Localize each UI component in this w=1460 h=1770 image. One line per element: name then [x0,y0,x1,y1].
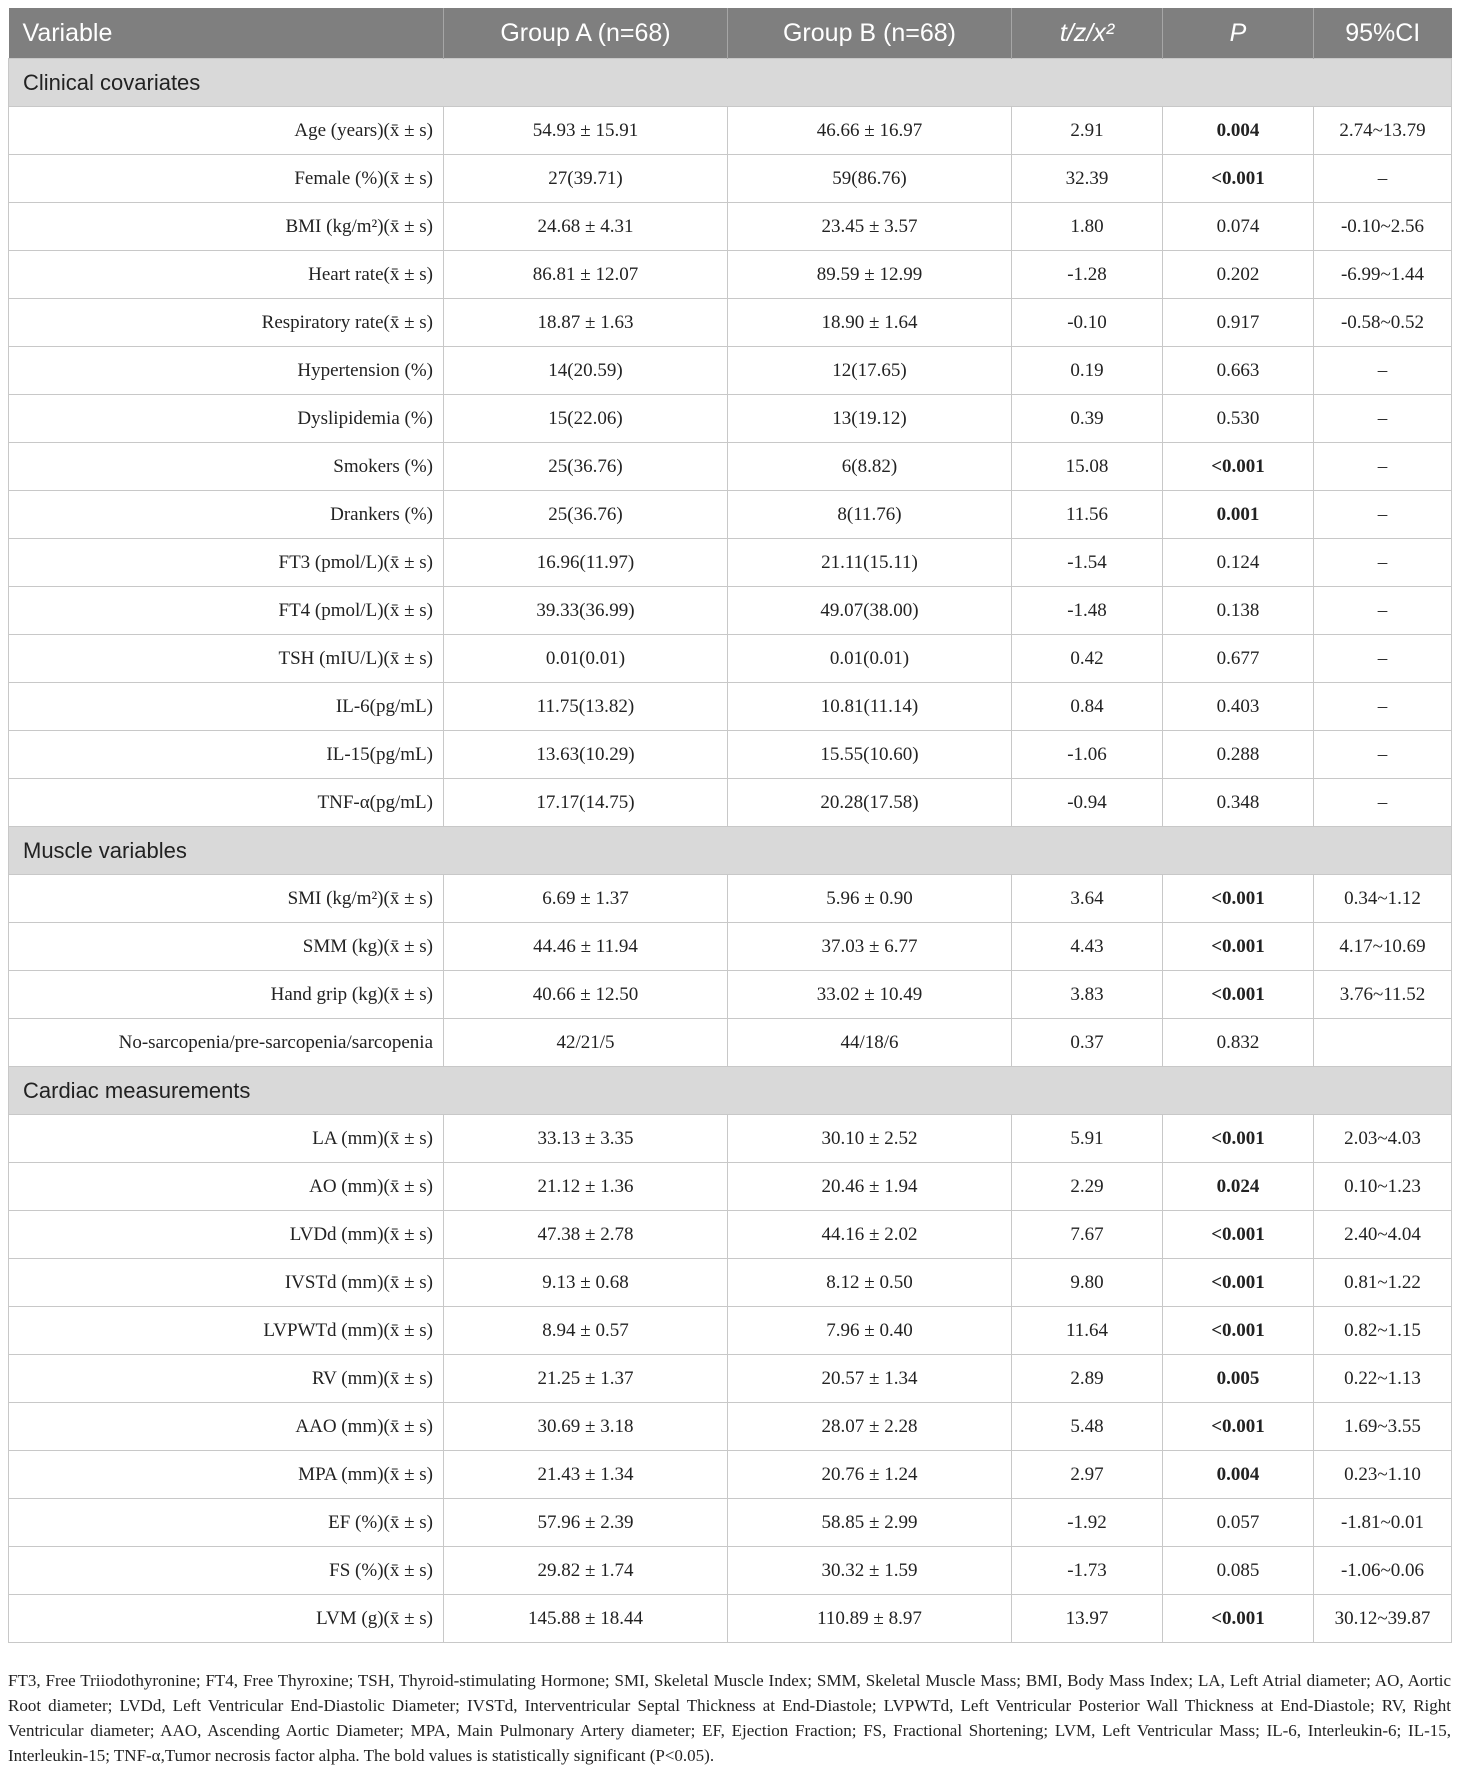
header-variable: Variable [9,8,444,59]
cell-ci: – [1314,443,1452,491]
cell-p-value: <0.001 [1163,443,1314,491]
cell-group-b: 23.45 ± 3.57 [728,203,1012,251]
cell-ci: -0.58~0.52 [1314,299,1452,347]
table-row [9,1259,1452,1307]
table-row [9,683,1452,731]
cell-group-a: 86.81 ± 12.07 [444,251,728,299]
cell-stat: 13.97 [1012,1595,1163,1643]
cell-group-a: 25(36.76) [444,491,728,539]
cell-ci: – [1314,731,1452,779]
cell-variable: MPA (mm)(x̄ ± s) [9,1451,444,1499]
cell-stat: 7.67 [1012,1211,1163,1259]
cell-ci: 2.03~4.03 [1314,1115,1452,1163]
cell-variable: SMI (kg/m²)(x̄ ± s) [9,875,444,923]
cell-variable: Respiratory rate(x̄ ± s) [9,299,444,347]
cell-group-a: 29.82 ± 1.74 [444,1547,728,1595]
cell-stat: -1.73 [1012,1547,1163,1595]
cell-stat: -1.92 [1012,1499,1163,1547]
cell-group-a: 17.17(14.75) [444,779,728,827]
table-row [9,155,1452,203]
cell-stat: 0.42 [1012,635,1163,683]
cell-ci: 0.82~1.15 [1314,1307,1452,1355]
cell-group-a: 14(20.59) [444,347,728,395]
cell-stat: 9.80 [1012,1259,1163,1307]
table-row [9,1019,1452,1067]
cell-group-b: 30.32 ± 1.59 [728,1547,1012,1595]
cell-group-b: 89.59 ± 12.99 [728,251,1012,299]
section-header-row [9,1067,1452,1115]
table-row [9,1307,1452,1355]
cell-group-a: 54.93 ± 15.91 [444,107,728,155]
cell-p-value: 0.288 [1163,731,1314,779]
cell-group-b: 21.11(15.11) [728,539,1012,587]
cell-group-b: 46.66 ± 16.97 [728,107,1012,155]
cell-ci: -6.99~1.44 [1314,251,1452,299]
cell-group-a: 39.33(36.99) [444,587,728,635]
cell-ci: – [1314,683,1452,731]
cell-p-value: 0.005 [1163,1355,1314,1403]
cell-group-a: 145.88 ± 18.44 [444,1595,728,1643]
cell-p-value: <0.001 [1163,1211,1314,1259]
cell-stat: 0.84 [1012,683,1163,731]
cell-p-value: 0.004 [1163,1451,1314,1499]
cell-ci: 0.23~1.10 [1314,1451,1452,1499]
table-row [9,107,1452,155]
cell-group-a: 25(36.76) [444,443,728,491]
cell-group-a: 57.96 ± 2.39 [444,1499,728,1547]
table-row [9,923,1452,971]
cell-stat: 5.91 [1012,1115,1163,1163]
cell-ci: 2.74~13.79 [1314,107,1452,155]
cell-ci: – [1314,587,1452,635]
cell-stat: 5.48 [1012,1403,1163,1451]
cell-stat: 11.56 [1012,491,1163,539]
cell-group-b: 33.02 ± 10.49 [728,971,1012,1019]
cell-variable: SMM (kg)(x̄ ± s) [9,923,444,971]
cell-group-a: 11.75(13.82) [444,683,728,731]
cell-group-b: 10.81(11.14) [728,683,1012,731]
section-header-row [9,59,1452,107]
cell-p-value: 0.057 [1163,1499,1314,1547]
cell-ci: – [1314,491,1452,539]
cell-group-b: 8(11.76) [728,491,1012,539]
cell-variable: Age (years)(x̄ ± s) [9,107,444,155]
cell-ci: 0.34~1.12 [1314,875,1452,923]
cell-group-a: 15(22.06) [444,395,728,443]
cell-p-value: 0.074 [1163,203,1314,251]
results-table [8,8,1452,1643]
header-row [9,8,1452,59]
cell-variable: LVPWTd (mm)(x̄ ± s) [9,1307,444,1355]
table-row [9,251,1452,299]
cell-group-b: 58.85 ± 2.99 [728,1499,1012,1547]
cell-group-a: 33.13 ± 3.35 [444,1115,728,1163]
cell-variable: Drankers (%) [9,491,444,539]
table-row [9,1451,1452,1499]
cell-stat: 2.97 [1012,1451,1163,1499]
cell-variable: LA (mm)(x̄ ± s) [9,1115,444,1163]
section-header-row [9,827,1452,875]
cell-ci: – [1314,539,1452,587]
cell-group-b: 59(86.76) [728,155,1012,203]
cell-variable: BMI (kg/m²)(x̄ ± s) [9,203,444,251]
table-footnote: FT3, Free Triiodothyronine; FT4, Free Thyroxine; TSH, Thyroid-stimulating Hormone; SMI, Skeletal Muscle Index; SMM, Skeletal Muscle Mass; BMI, Body Mass Index; LA, Left Atrial diameter; AO, Aortic Root diameter; LVDd, Left Ventricular End-Diastolic Diameter; IVSTd, Interventricular Septal Thickness at End-Diastole; LVPWTd, Left Ventricular Posterior Wall Thickness at End-Diastole; RV, Right Ventricular diameter; AAO, Ascending Aortic Diameter; MPA, Main Pulmonary Artery diameter; EF, Ejection Fraction; FS, Fractional Shortening; LVM, Left Ventricular Mass; IL-6, Interleukin-6; IL-15, Interleukin-15; TNF-α,Tumor necrosis factor alpha. The bold values is statistically significant (P<0.05). [8,1671,1451,1765]
cell-group-b: 0.01(0.01) [728,635,1012,683]
cell-ci: 30.12~39.87 [1314,1595,1452,1643]
cell-group-b: 5.96 ± 0.90 [728,875,1012,923]
cell-p-value: 0.004 [1163,107,1314,155]
header-group-a: Group A (n=68) [444,8,728,59]
table-row [9,1547,1452,1595]
cell-p-value: <0.001 [1163,1403,1314,1451]
table-row [9,491,1452,539]
cell-ci: – [1314,635,1452,683]
table-row [9,1403,1452,1451]
table-row [9,1499,1452,1547]
table-row [9,395,1452,443]
cell-group-b: 20.28(17.58) [728,779,1012,827]
cell-variable: Hypertension (%) [9,347,444,395]
cell-stat: 2.29 [1012,1163,1163,1211]
cell-p-value: <0.001 [1163,1259,1314,1307]
section-title: Muscle variables [9,827,1452,875]
cell-stat: 0.39 [1012,395,1163,443]
cell-group-b: 110.89 ± 8.97 [728,1595,1012,1643]
section-title: Clinical covariates [9,59,1452,107]
cell-p-value: <0.001 [1163,155,1314,203]
cell-stat: 2.89 [1012,1355,1163,1403]
cell-group-b: 15.55(10.60) [728,731,1012,779]
cell-p-value: <0.001 [1163,923,1314,971]
cell-variable: LVM (g)(x̄ ± s) [9,1595,444,1643]
cell-group-b: 37.03 ± 6.77 [728,923,1012,971]
cell-ci: 0.81~1.22 [1314,1259,1452,1307]
table-row [9,443,1452,491]
cell-ci: -1.81~0.01 [1314,1499,1452,1547]
table-row [9,347,1452,395]
cell-variable: FT3 (pmol/L)(x̄ ± s) [9,539,444,587]
cell-ci: – [1314,395,1452,443]
cell-ci: 3.76~11.52 [1314,971,1452,1019]
cell-ci [1314,1019,1452,1067]
cell-stat: -1.48 [1012,587,1163,635]
cell-group-b: 44/18/6 [728,1019,1012,1067]
header-p: P [1163,8,1314,59]
cell-stat: -0.94 [1012,779,1163,827]
header-ci: 95%CI [1314,8,1452,59]
cell-p-value: <0.001 [1163,1595,1314,1643]
cell-p-value: 0.202 [1163,251,1314,299]
cell-group-a: 27(39.71) [444,155,728,203]
cell-group-b: 12(17.65) [728,347,1012,395]
cell-stat: 11.64 [1012,1307,1163,1355]
cell-p-value: 0.024 [1163,1163,1314,1211]
cell-variable: IL-15(pg/mL) [9,731,444,779]
table-row [9,587,1452,635]
cell-stat: 0.19 [1012,347,1163,395]
cell-group-b: 20.57 ± 1.34 [728,1355,1012,1403]
cell-ci: – [1314,347,1452,395]
table-row [9,731,1452,779]
table-row [9,779,1452,827]
cell-variable: AO (mm)(x̄ ± s) [9,1163,444,1211]
cell-group-b: 18.90 ± 1.64 [728,299,1012,347]
table-row [9,203,1452,251]
cell-group-a: 24.68 ± 4.31 [444,203,728,251]
cell-variable: TSH (mIU/L)(x̄ ± s) [9,635,444,683]
cell-group-b: 20.76 ± 1.24 [728,1451,1012,1499]
cell-p-value: 0.832 [1163,1019,1314,1067]
cell-p-value: <0.001 [1163,1115,1314,1163]
cell-stat: 32.39 [1012,155,1163,203]
cell-stat: 2.91 [1012,107,1163,155]
cell-variable: RV (mm)(x̄ ± s) [9,1355,444,1403]
cell-variable: Dyslipidemia (%) [9,395,444,443]
cell-ci: 2.40~4.04 [1314,1211,1452,1259]
cell-group-a: 21.43 ± 1.34 [444,1451,728,1499]
cell-ci: 0.22~1.13 [1314,1355,1452,1403]
cell-group-a: 42/21/5 [444,1019,728,1067]
cell-p-value: 0.530 [1163,395,1314,443]
cell-variable: No-sarcopenia/pre-sarcopenia/sarcopenia [9,1019,444,1067]
header-group-b: Group B (n=68) [728,8,1012,59]
cell-variable: FT4 (pmol/L)(x̄ ± s) [9,587,444,635]
cell-group-b: 30.10 ± 2.52 [728,1115,1012,1163]
cell-group-b: 8.12 ± 0.50 [728,1259,1012,1307]
cell-p-value: 0.403 [1163,683,1314,731]
cell-p-value: 0.348 [1163,779,1314,827]
table-row [9,299,1452,347]
cell-p-value: <0.001 [1163,1307,1314,1355]
cell-group-b: 49.07(38.00) [728,587,1012,635]
cell-stat: 4.43 [1012,923,1163,971]
cell-group-a: 0.01(0.01) [444,635,728,683]
cell-variable: Female (%)(x̄ ± s) [9,155,444,203]
cell-stat: -0.10 [1012,299,1163,347]
table-row [9,1355,1452,1403]
table-body [9,59,1452,1643]
cell-group-a: 40.66 ± 12.50 [444,971,728,1019]
cell-stat: -1.54 [1012,539,1163,587]
cell-variable: Heart rate(x̄ ± s) [9,251,444,299]
cell-p-value: 0.677 [1163,635,1314,683]
cell-group-b: 28.07 ± 2.28 [728,1403,1012,1451]
cell-group-b: 7.96 ± 0.40 [728,1307,1012,1355]
cell-group-a: 44.46 ± 11.94 [444,923,728,971]
cell-group-b: 6(8.82) [728,443,1012,491]
cell-ci: – [1314,779,1452,827]
cell-stat: 3.83 [1012,971,1163,1019]
cell-stat: 3.64 [1012,875,1163,923]
cell-group-b: 44.16 ± 2.02 [728,1211,1012,1259]
cell-p-value: 0.001 [1163,491,1314,539]
cell-ci: 0.10~1.23 [1314,1163,1452,1211]
cell-group-a: 13.63(10.29) [444,731,728,779]
cell-p-value: <0.001 [1163,971,1314,1019]
cell-variable: LVDd (mm)(x̄ ± s) [9,1211,444,1259]
table-row [9,1595,1452,1643]
cell-group-b: 13(19.12) [728,395,1012,443]
cell-p-value: 0.124 [1163,539,1314,587]
cell-group-a: 9.13 ± 0.68 [444,1259,728,1307]
cell-ci: – [1314,155,1452,203]
cell-p-value: 0.917 [1163,299,1314,347]
table-row [9,1115,1452,1163]
cell-stat: -1.28 [1012,251,1163,299]
cell-ci: 1.69~3.55 [1314,1403,1452,1451]
cell-group-a: 47.38 ± 2.78 [444,1211,728,1259]
table-row [9,971,1452,1019]
table-row [9,539,1452,587]
section-title: Cardiac measurements [9,1067,1452,1115]
cell-p-value: 0.663 [1163,347,1314,395]
cell-p-value: 0.138 [1163,587,1314,635]
cell-stat: -1.06 [1012,731,1163,779]
cell-variable: FS (%)(x̄ ± s) [9,1547,444,1595]
cell-group-a: 6.69 ± 1.37 [444,875,728,923]
cell-p-value: 0.085 [1163,1547,1314,1595]
cell-variable: TNF-α(pg/mL) [9,779,444,827]
table-row [9,1211,1452,1259]
cell-group-a: 16.96(11.97) [444,539,728,587]
cell-variable: EF (%)(x̄ ± s) [9,1499,444,1547]
cell-ci: 4.17~10.69 [1314,923,1452,971]
cell-ci: -1.06~0.06 [1314,1547,1452,1595]
table-row [9,1163,1452,1211]
cell-group-a: 21.25 ± 1.37 [444,1355,728,1403]
cell-variable: Hand grip (kg)(x̄ ± s) [9,971,444,1019]
cell-variable: IVSTd (mm)(x̄ ± s) [9,1259,444,1307]
cell-variable: AAO (mm)(x̄ ± s) [9,1403,444,1451]
cell-variable: IL-6(pg/mL) [9,683,444,731]
cell-ci: -0.10~2.56 [1314,203,1452,251]
cell-p-value: <0.001 [1163,875,1314,923]
table-row [9,635,1452,683]
table-container [8,8,1451,1643]
header-stat: t/z/x² [1012,8,1163,59]
cell-group-a: 8.94 ± 0.57 [444,1307,728,1355]
cell-stat: 15.08 [1012,443,1163,491]
cell-group-a: 21.12 ± 1.36 [444,1163,728,1211]
cell-variable: Smokers (%) [9,443,444,491]
cell-group-a: 30.69 ± 3.18 [444,1403,728,1451]
cell-stat: 1.80 [1012,203,1163,251]
cell-group-b: 20.46 ± 1.94 [728,1163,1012,1211]
cell-group-a: 18.87 ± 1.63 [444,299,728,347]
cell-stat: 0.37 [1012,1019,1163,1067]
table-row [9,875,1452,923]
